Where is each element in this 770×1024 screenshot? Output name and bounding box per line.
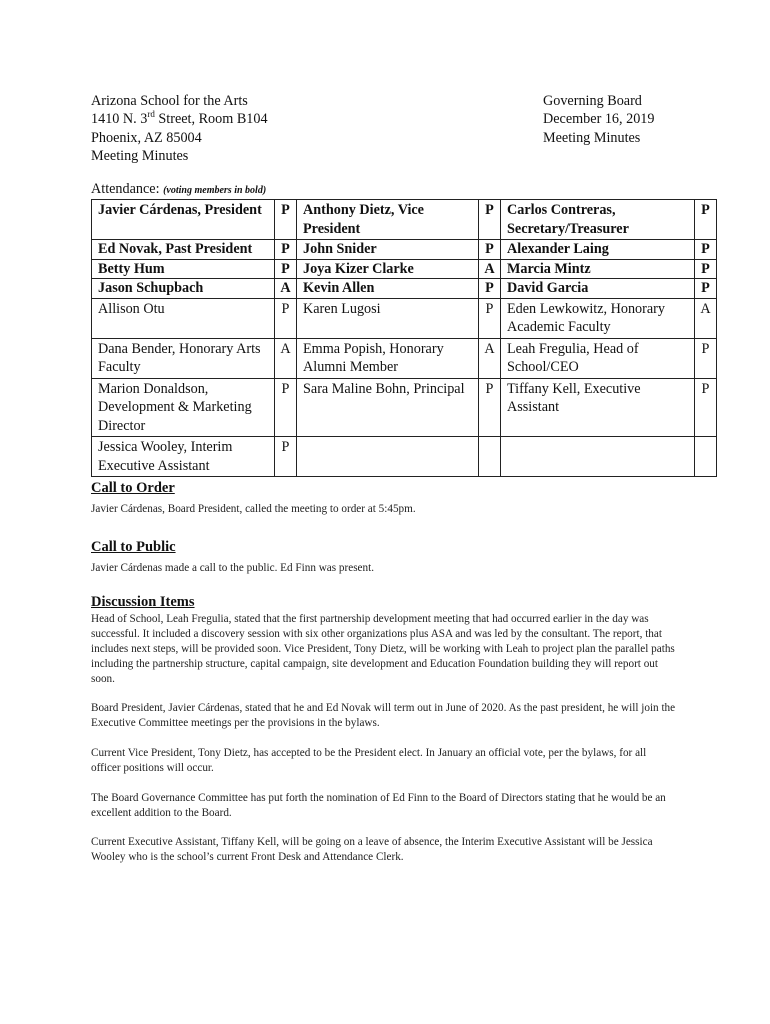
attendance-row <box>92 338 717 378</box>
attendance-status: P <box>695 240 717 260</box>
attendance-row <box>92 240 717 260</box>
attendance-status: P <box>275 240 297 260</box>
attendance-status <box>695 437 717 477</box>
member-name: Alexander Laing <box>501 240 695 260</box>
attendance-status: P <box>479 200 501 240</box>
attendance-status: P <box>479 378 501 437</box>
member-name: Jessica Wooley, Interim Executive Assistant <box>92 437 275 477</box>
discussion-paragraph-2: Board President, Javier Cárdenas, stated that he and Ed Novak will term out in June of 2020. As the past president, he will join the Executive Committee meetings per the provisions in the bylaws. <box>91 702 676 729</box>
member-name: Emma Popish, Honorary Alumni Member <box>297 338 479 378</box>
attendance-status: P <box>695 259 717 279</box>
attendance-status: A <box>275 279 297 299</box>
member-name: Carlos Contreras, Secretary/Treasurer <box>501 200 695 240</box>
attendance-status: P <box>479 240 501 260</box>
call-to-order-heading: Call to Order <box>91 480 175 496</box>
document-type: Meeting Minutes <box>91 147 189 164</box>
attendance-status: A <box>695 298 717 338</box>
attendance-label: Attendance: (voting members in bold) <box>91 181 267 197</box>
board-name: Governing Board <box>543 93 642 109</box>
attendance-row <box>92 378 717 437</box>
attendance-status: P <box>479 298 501 338</box>
attendance-status: P <box>275 437 297 477</box>
meeting-date: December 16, 2019 <box>543 111 655 128</box>
call-to-public-heading: Call to Public <box>91 539 176 555</box>
discussion-paragraph-5: Current Executive Assistant, Tiffany Kell, will be going on a leave of absence, the Interim Executive Assistant will be Jessica Wooley who is the school’s current Front Desk and Attendance Clerk. <box>91 836 653 863</box>
attendance-note: (voting members in bold) <box>163 185 267 196</box>
member-name: Marion Donaldson, Development & Marketing Director <box>92 378 275 437</box>
call-to-public-text: Javier Cárdenas made a call to the public. Ed Finn was present. <box>91 562 375 574</box>
attendance-status: P <box>695 338 717 378</box>
member-name: Jason Schupbach <box>92 279 275 299</box>
attendance-status: P <box>275 200 297 240</box>
attendance-row <box>92 437 717 477</box>
attendance-status: P <box>695 200 717 240</box>
member-name: Sara Maline Bohn, Principal <box>297 378 479 437</box>
member-name: Tiffany Kell, Executive Assistant <box>501 378 695 437</box>
attendance-row <box>92 298 717 338</box>
attendance-table <box>91 199 717 477</box>
discussion-paragraph-1: Head of School, Leah Fregulia, stated that the first partnership development meeting that had occurred earlier in the day was successful. It included a discovery session with six other organizations plus ASA and was led by the consultant. The report, that includes next steps, will be provided soon. Vice President, Tony Dietz, will be working with Leah to project plan the parallel paths including the partnership structure, capital campaign, site development and Education Foundation building they will report out soon. <box>91 613 675 685</box>
document-type-right: Meeting Minutes <box>543 129 641 146</box>
attendance-status: A <box>479 338 501 378</box>
street-address: 1410 N. 3rd Street, Room B104 <box>91 108 268 128</box>
member-name: Joya Kizer Clarke <box>297 259 479 279</box>
call-to-order-text: Javier Cárdenas, Board President, called the meeting to order at 5:45pm. <box>91 503 416 515</box>
school-address-block <box>91 92 268 165</box>
attendance-status <box>479 437 501 477</box>
member-name: Betty Hum <box>92 259 275 279</box>
meeting-info-block <box>543 92 655 147</box>
attendance-status: P <box>275 378 297 437</box>
attendance-row <box>92 279 717 299</box>
discussion-items-heading: Discussion Items <box>91 594 195 610</box>
member-name <box>297 437 479 477</box>
attendance-status: P <box>479 279 501 299</box>
attendance-status: P <box>275 259 297 279</box>
attendance-status: P <box>275 298 297 338</box>
member-name: Leah Fregulia, Head of School/CEO <box>501 338 695 378</box>
discussion-paragraph-4: The Board Governance Committee has put forth the nomination of Ed Finn to the Board of Directors stating that he would be an excellent addition to the Board. <box>91 792 666 819</box>
member-name: John Snider <box>297 240 479 260</box>
attendance-row <box>92 200 717 240</box>
member-name: Eden Lewkowitz, Honorary Academic Faculty <box>501 298 695 338</box>
attendance-status: P <box>695 378 717 437</box>
member-name <box>501 437 695 477</box>
member-name: Allison Otu <box>92 298 275 338</box>
attendance-status: P <box>695 279 717 299</box>
member-name: Ed Novak, Past President <box>92 240 275 260</box>
member-name: Karen Lugosi <box>297 298 479 338</box>
member-name: Kevin Allen <box>297 279 479 299</box>
attendance-row <box>92 259 717 279</box>
member-name: Dana Bender, Honorary Arts Faculty <box>92 338 275 378</box>
attendance-status: A <box>275 338 297 378</box>
city-state-zip: Phoenix, AZ 85004 <box>91 129 202 146</box>
member-name: Marcia Mintz <box>501 259 695 279</box>
member-name: Javier Cárdenas, President <box>92 200 275 240</box>
attendance-status: A <box>479 259 501 279</box>
member-name: David Garcia <box>501 279 695 299</box>
member-name: Anthony Dietz, Vice President <box>297 200 479 240</box>
school-name: Arizona School for the Arts <box>91 93 248 109</box>
discussion-paragraph-3: Current Vice President, Tony Dietz, has accepted to be the President elect. In January an official vote, per the bylaws, for all officer positions will occur. <box>91 747 647 774</box>
